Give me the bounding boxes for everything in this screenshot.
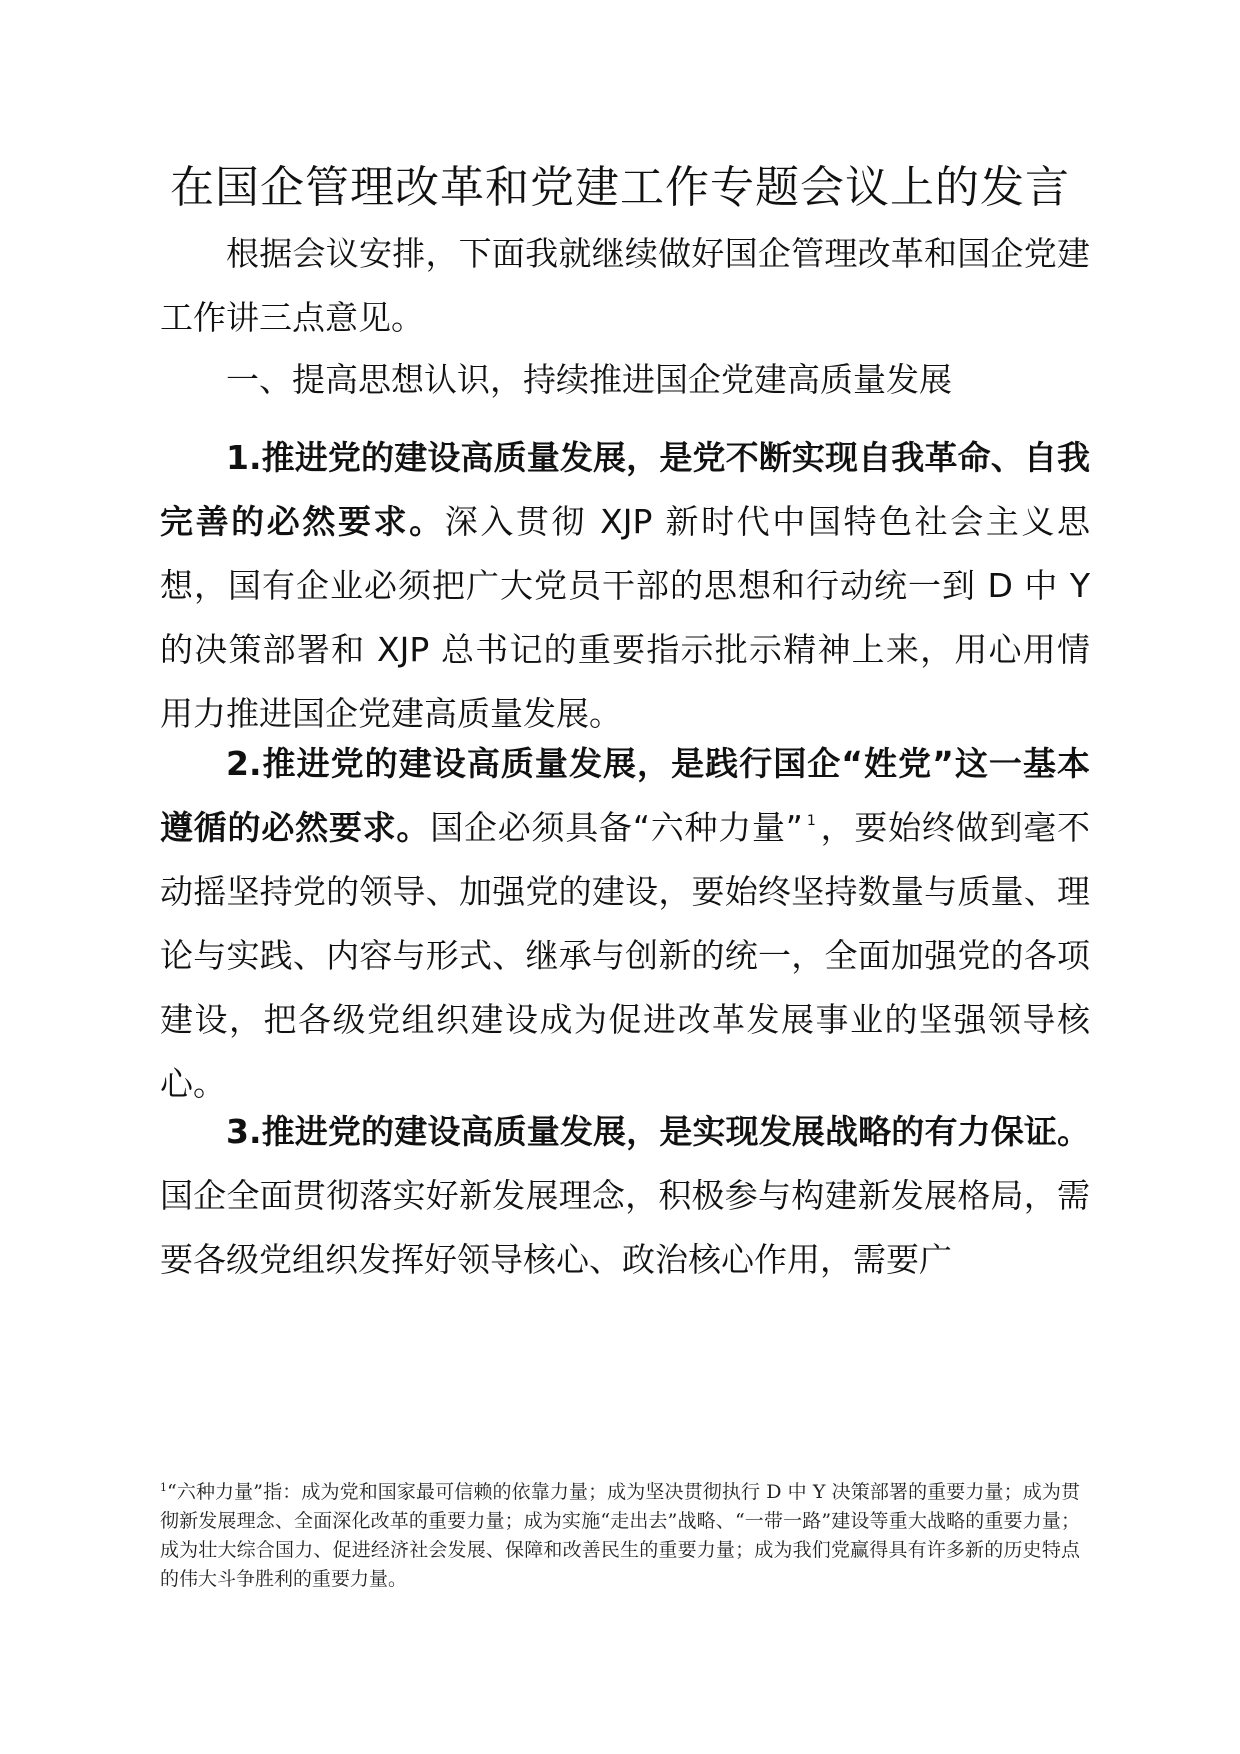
paragraph-1-text: 深入贯彻 XJP 新时代中国特色社会主义思想，国有企业必须把广大党员干部的思想和行动统一到 D 中 Y 的决策部署和 XJP 总书记的重要指示批示精神上来，用心用情用力推进国企党建高质量发展。 <box>160 502 1091 733</box>
paragraph-2 <box>160 732 1090 1116</box>
paragraph-1 <box>160 426 1090 746</box>
footnote-text: “六种力量”指：成为党和国家最可信赖的依靠力量；成为坚决贯彻执行 D 中 Y 决策部署的重要力量；成为贯彻新发展理念、全面深化改革的重要力量；成为实施“走出去”战略、“一带一路”建设等重大战略的重要力量；成为壮大综合国力、促进经济社会发展、保障和改善民生的重要力量；成为我们党赢得具有许多新的历史特点的伟大斗争胜利的重要力量。 <box>160 1481 1080 1590</box>
paragraph-3-text: 国企全面贯彻落实好新发展理念，积极参与构建新发展格局，需要各级党组织发挥好领导核心、政治核心作用，需要广 <box>160 1176 1090 1279</box>
paragraph-2-text: 国企必须具备“六种力量” <box>430 808 803 847</box>
footnote-mark: 1 <box>160 1481 167 1494</box>
paragraph-2-text-cont: ，要始终做到毫不动摇坚持党的领导、加强党的建设，要始终坚持数量与质量、理论与实践、内容与形式、继承与创新的统一，全面加强党的各项建设，把各级党组织建设成为促进改革发展事业的坚强领导核心。 <box>160 808 1090 1103</box>
footnote <box>160 1478 1080 1594</box>
intro-paragraph: 根据会议安排，下面我就继续做好国企管理改革和国企党建工作讲三点意见。 <box>160 234 1090 337</box>
paragraph-3 <box>160 1100 1090 1292</box>
footnote-reference[interactable]: 1 <box>806 813 816 829</box>
paragraph-1-lead: 1.推进党的建设高质量发展，是党不断实现自我革命、自我完善的必然要求。 <box>160 438 1090 541</box>
document-title: 在国企管理改革和党建工作专题会议上的发言 <box>170 162 1070 213</box>
paragraph-2-lead: 2.推进党的建设高质量发展，是践行国企“姓党”这一基本遵循的必然要求。 <box>160 744 1090 847</box>
section-heading-1: 一、提高思想认识，持续推进国企党建高质量发展 <box>226 360 952 399</box>
paragraph-3-lead: 3.推进党的建设高质量发展，是实现发展战略的有力保证。 <box>226 1112 1090 1151</box>
